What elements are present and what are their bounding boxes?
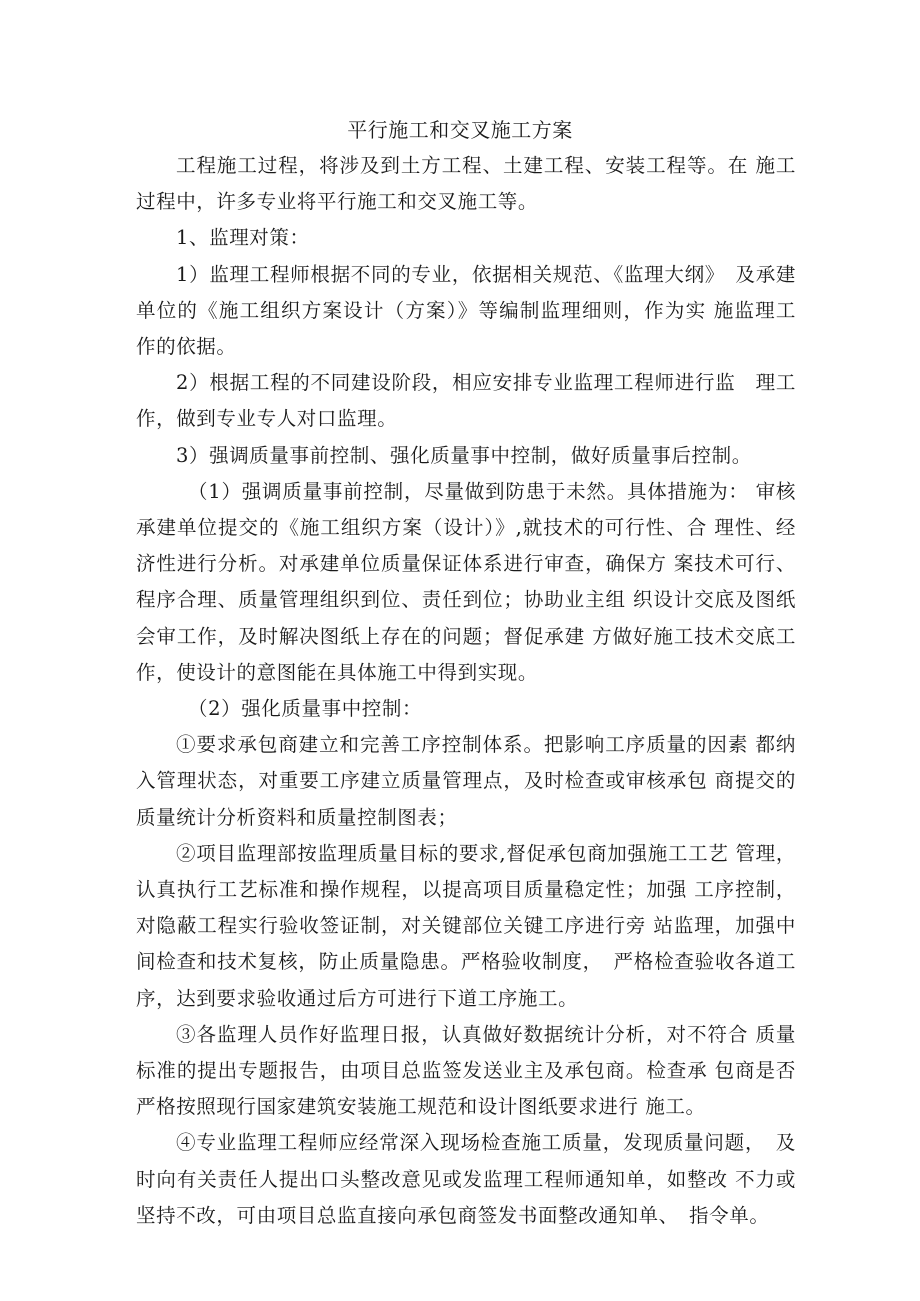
paragraph-point-4: ④专业监理工程师应经常深入现场检查施工质量，发现质量问题， 及时向有关责任人提出口头整改意见或发监理工程师通知单，如整改 不力或坚持不改，可由项目总监直接向承包商签发书面整改通知单、 指令单。 (136, 1131, 796, 1227)
paragraph-point-1: ①要求承包商建立和完善工序控制体系。把影响工序质量的因素 都纳入管理状态，对重要工序建立质量管理点，及时检查或审核承包 商提交的质量统计分析资料和质量控制图表； (136, 733, 796, 829)
paragraph-point-3: ③各监理人员作好监理日报，认真做好数据统计分析，对不符合 质量标准的提出专题报告，由项目总监签发送业主及承包商。检查承 包商是否严格按照现行国家建筑安装施工规范和设计图纸要求进行 施工。 (136, 1022, 796, 1119)
paragraph-subitem-1: （1）强调质量事前控制，尽量做到防患于未然。具体措施为： 审核承建单位提交的《施工组织方案（设计）》,就技术的可行性、合 理性、经济性进行分析。对承建单位质量保证体系进行审查，确保方 案技术可行、程序合理、质量管理组织到位、责任到位；协助业主组 织设计交底及图纸会审工作，及时解决图纸上存在的问题；督促承建 方做好施工技术交底工作，使设计的意图能在具体施工中得到实现。 (136, 479, 796, 684)
paragraph-item-3: 3）强调质量事前控制、强化质量事中控制，做好质量事后控制。 (176, 443, 752, 467)
paragraph-item-2: 2）根据工程的不同建设阶段，相应安排专业监理工程师进行监 理工作，做到专业专人对口监理。 (136, 371, 796, 431)
paragraph-item-1: 1）监理工程师根据不同的专业，依据相关规范、《监理大纲》 及承建单位的《施工组织方案设计（方案）》等编制监理细则，作为实 施监理工作的依据。 (136, 262, 796, 359)
document-body (136, 148, 796, 1234)
paragraph-subitem-2: （2）强化质量事中控制： (188, 697, 423, 721)
document-title: 平行施工和交叉施工方案 (347, 118, 573, 142)
paragraph-point-2: ②项目监理部按监理质量目标的要求,督促承包商加强施工工艺 管理，认真执行工艺标准和操作规程，以提高项目质量稳定性；加强 工序控制，对隐蔽工程实行验收签证制，对关键部位关键工序进行旁 站监理，加强中间检查和技术复核，防止质量隐患。严格验收制度， 严格检查验收各道工序，达到要求验收通过后方可进行下道工序施工。 (136, 841, 796, 1010)
paragraph-intro: 工程施工过程，将涉及到土方工程、土建工程、安装工程等。在 施工过程中，许多专业将平行施工和交叉施工等。 (136, 154, 796, 214)
paragraph-section-heading: 1、监理对策： (176, 226, 310, 250)
